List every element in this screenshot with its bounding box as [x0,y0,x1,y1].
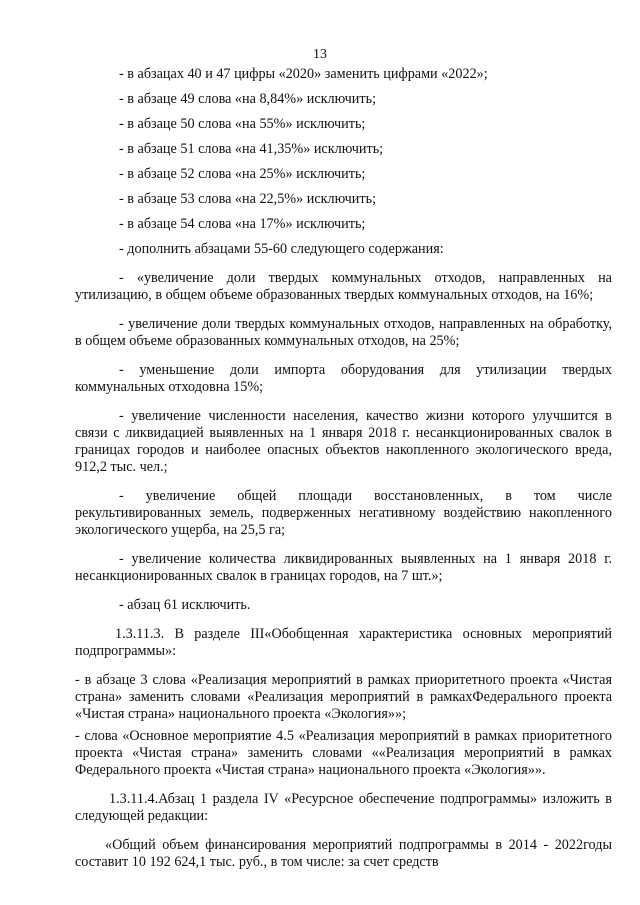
document-body [75,66,612,871]
section-heading: 1.3.11.4.Абзац 1 раздела IV «Ресурсное обеспечение подпрограммы» изложить в следующей редакции: [75,791,612,824]
list-item: - в абзаце 50 слова «на 55%» исключить; [119,116,366,132]
new-paragraph: - «увеличение доли твердых коммунальных отходов, направленных на утилизацию, в общем объеме образованных твердых коммунальных отходов, на 16%; [75,270,612,303]
sub-item: - в абзаце 3 слова «Реализация мероприятий в рамках приоритетного проекта «Чистая страна» заменить словами «Реализация мероприятий в рамкахФедерального проекта «Чистая страна» национального проекта «Экология»»; [75,672,612,722]
section-heading: 1.3.11.3. В разделе III«Обобщенная характеристика основных мероприятий подпрограммы»: [75,626,612,659]
new-paragraph: - увеличение численности населения, качество жизни которого улучшится в связи с ликвидацией выявленных на 1 января 2018 г. несанкционированных свалок в границах городов и наиболее опасных объектов накопленного экологического вреда, 912,2 тыс. чел.; [75,408,612,475]
list-item: - абзац 61 исключить. [119,597,251,613]
list-item: - в абзаце 53 слова «на 22,5%» исключить; [119,191,377,207]
list-item: - дополнить абзацами 55-60 следующего содержания: [119,241,444,257]
list-item: - в абзаце 51 слова «на 41,35%» исключить; [119,141,384,157]
page-number: 13 [313,47,327,62]
new-paragraph: - уменьшение доли импорта оборудования для утилизации твердых коммунальных отходовна 15%; [75,362,612,395]
paragraph: «Общий объем финансирования мероприятий подпрограммы в 2014 - 2022годы составит 10 192 624,1 тыс. руб., в том числе: за счет средств [75,837,612,870]
list-item: - в абзаце 52 слова «на 25%» исключить; [119,166,366,182]
list-item: - в абзаце 54 слова «на 17%» исключить; [119,216,366,232]
list-item: - в абзаце 49 слова «на 8,84%» исключить; [119,91,377,107]
new-paragraph: - увеличение количества ликвидированных выявленных на 1 января 2018 г. несанкционированных свалок в границах городов, на 7 шт.»; [75,551,612,584]
new-paragraph: - увеличение общей площади восстановленных, в том числе рекультивированных земель, подверженных негативному воздействию накопленного экологического ущерба, на 25,5 га; [75,488,612,538]
list-item: - в абзацах 40 и 47 цифры «2020» заменить цифрами «2022»; [119,66,488,82]
new-paragraph: - увеличение доли твердых коммунальных отходов, направленных на обработку, в общем объеме образованных коммунальных отходов, на 25%; [75,316,612,349]
sub-item: - слова «Основное мероприятие 4.5 «Реализация мероприятий в рамках приоритетного проекта «Чистая страна» заменить словами ««Реализация мероприятий в рамках Федерального проекта «Чистая страна» национального проекта «Экология»». [75,728,612,778]
